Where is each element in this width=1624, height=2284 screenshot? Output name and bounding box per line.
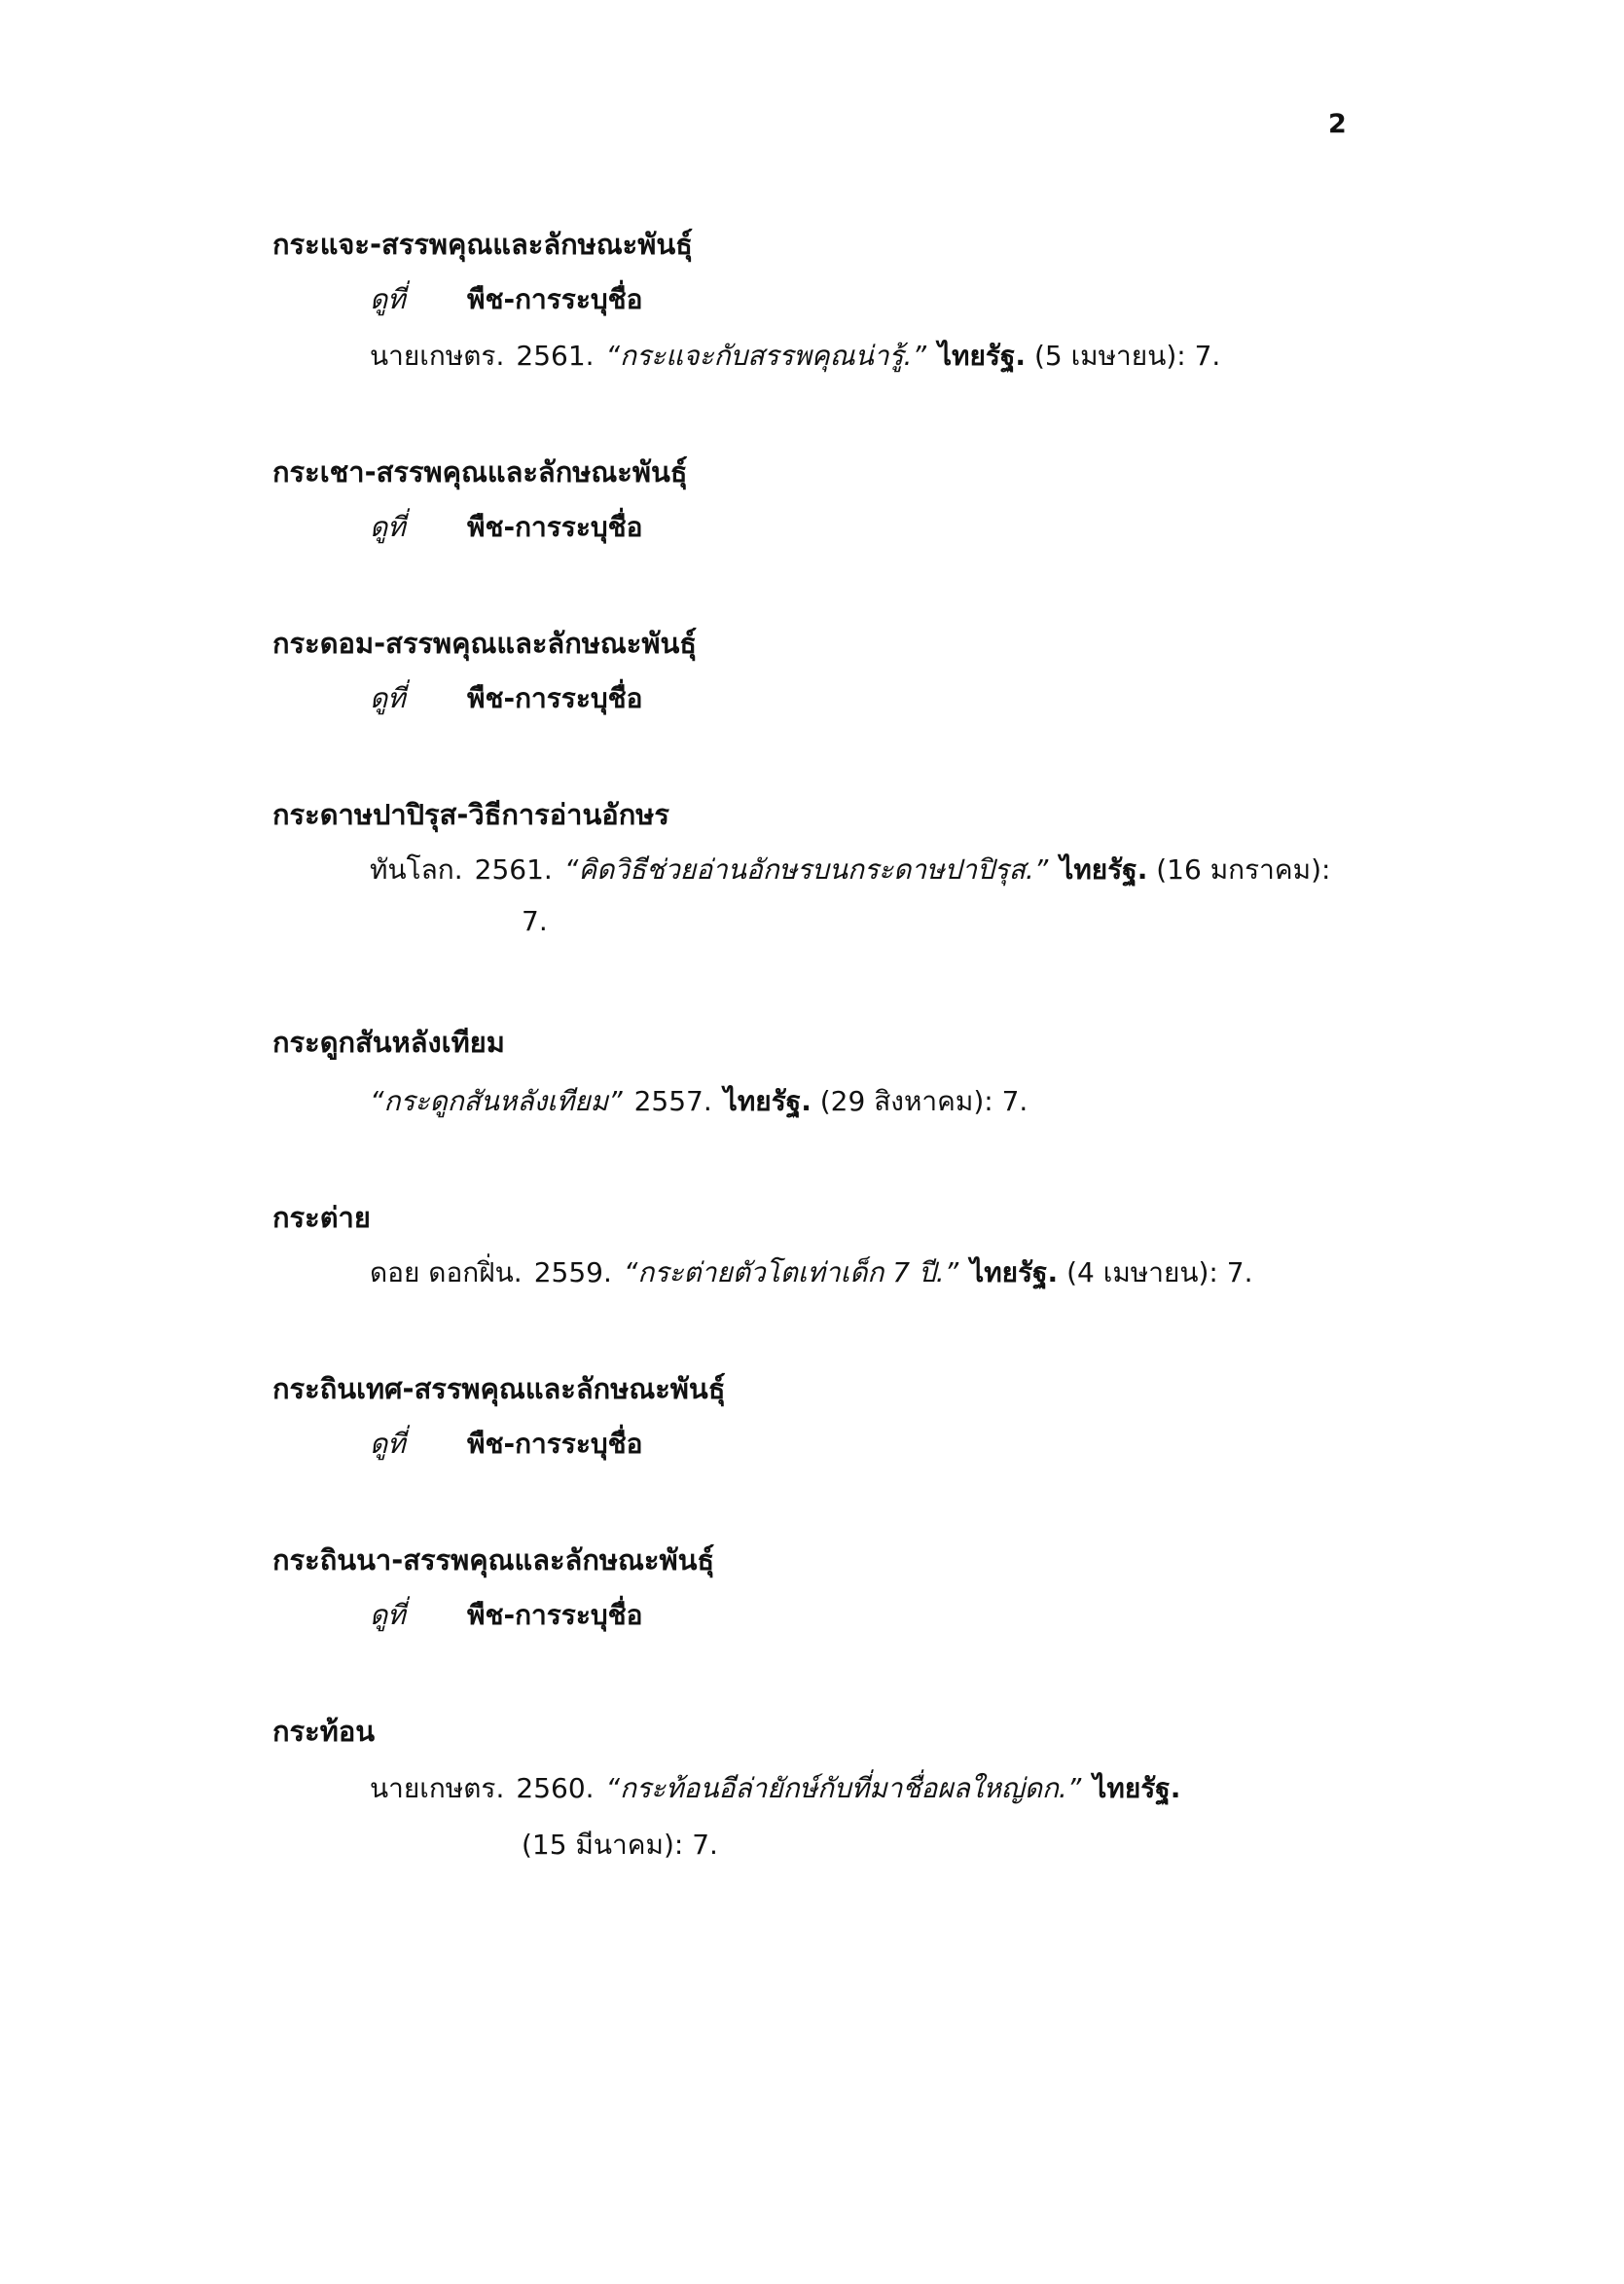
citation-continuation: 7. bbox=[522, 905, 548, 937]
entry-heading: กระถินนา-สรรพคุณและลักษณะพันธุ์ bbox=[272, 1543, 715, 1577]
entry-heading: กระดูกสันหลังเทียม bbox=[272, 1026, 505, 1059]
citation bbox=[370, 1767, 1180, 1810]
see-target: พืช-การระบุชื่อ bbox=[467, 682, 643, 714]
citation-date-page: (29 สิงหาคม): 7. bbox=[819, 1085, 1029, 1117]
citation-year: 2560. bbox=[516, 1772, 595, 1804]
entry-heading: กระท้อน bbox=[272, 1715, 376, 1748]
see-label: ดูที่ bbox=[370, 283, 406, 315]
citation-author: ทันโลก. bbox=[370, 853, 463, 886]
citation-title: “คิดวิธีช่วยอ่านอักษรบนกระดาษปาปิรุส.” bbox=[563, 853, 1049, 886]
citation bbox=[370, 1251, 1252, 1294]
citation-date-page: (16 มกราคม): bbox=[1156, 853, 1331, 886]
entry-heading: กระถินเทศ-สรรพคุณและลักษณะพันธุ์ bbox=[272, 1372, 726, 1405]
see-reference bbox=[370, 677, 642, 720]
see-label: ดูที่ bbox=[370, 511, 406, 543]
citation-title: “กระต่ายตัวโตเท่าเด็ก 7 ปี.” bbox=[623, 1256, 959, 1288]
entry-heading: กระเชา-สรรพคุณและลักษณะพันธุ์ bbox=[272, 455, 688, 489]
see-reference bbox=[370, 278, 642, 321]
page-number: 2 bbox=[1328, 109, 1347, 139]
citation-year: 2561. bbox=[516, 340, 595, 372]
entry-heading: กระต่าย bbox=[272, 1201, 371, 1234]
citation-date-page: (4 เมษายน): 7. bbox=[1066, 1256, 1253, 1288]
citation-continuation: (15 มีนาคม): 7. bbox=[522, 1829, 718, 1861]
citation-publication: ไทยรัฐ. bbox=[723, 1085, 812, 1117]
citation-title: “กระดูกสันหลังเทียม” bbox=[370, 1085, 623, 1117]
citation-publication: ไทยรัฐ. bbox=[1093, 1772, 1181, 1804]
citation bbox=[370, 849, 1330, 891]
see-reference bbox=[370, 1423, 642, 1466]
see-label: ดูที่ bbox=[370, 1428, 406, 1460]
entry-heading: กระแจะ-สรรพคุณและลักษณะพันธุ์ bbox=[272, 228, 693, 261]
citation-publication: ไทยรัฐ. bbox=[937, 340, 1027, 372]
citation bbox=[370, 335, 1220, 378]
citation-title: “กระท้อนอีล่ายักษ์กับที่มาชื่อผลใหญ่ดก.” bbox=[605, 1772, 1082, 1804]
entry-heading: กระดอม-สรรพคุณและลักษณะพันธุ์ bbox=[272, 627, 697, 660]
citation-author: นายเกษตร. bbox=[370, 340, 505, 372]
citation-year: 2557. bbox=[633, 1085, 712, 1117]
citation-date-page: (5 เมษายน): 7. bbox=[1033, 340, 1221, 372]
citation-publication: ไทยรัฐ. bbox=[1060, 853, 1148, 886]
citation bbox=[370, 1080, 1028, 1123]
see-label: ดูที่ bbox=[370, 682, 406, 714]
citation-author: นายเกษตร. bbox=[370, 1772, 505, 1804]
entry-heading: กระดาษปาปิรุส-วิธีการอ่านอักษร bbox=[272, 798, 669, 831]
see-target: พืช-การระบุชื่อ bbox=[467, 283, 643, 315]
see-target: พืช-การระบุชื่อ bbox=[467, 1599, 643, 1631]
citation-author: ดอย ดอกฝิ่น. bbox=[370, 1256, 523, 1288]
see-label: ดูที่ bbox=[370, 1599, 406, 1631]
citation-publication: ไทยรัฐ. bbox=[970, 1256, 1059, 1288]
citation-year: 2559. bbox=[533, 1256, 612, 1288]
see-target: พืช-การระบุชื่อ bbox=[467, 511, 643, 543]
see-reference bbox=[370, 506, 642, 549]
see-reference bbox=[370, 1594, 642, 1637]
citation-title: “กระแจะกับสรรพคุณน่ารู้.” bbox=[605, 340, 926, 372]
see-target: พืช-การระบุชื่อ bbox=[467, 1428, 643, 1460]
citation-year: 2561. bbox=[474, 853, 553, 886]
